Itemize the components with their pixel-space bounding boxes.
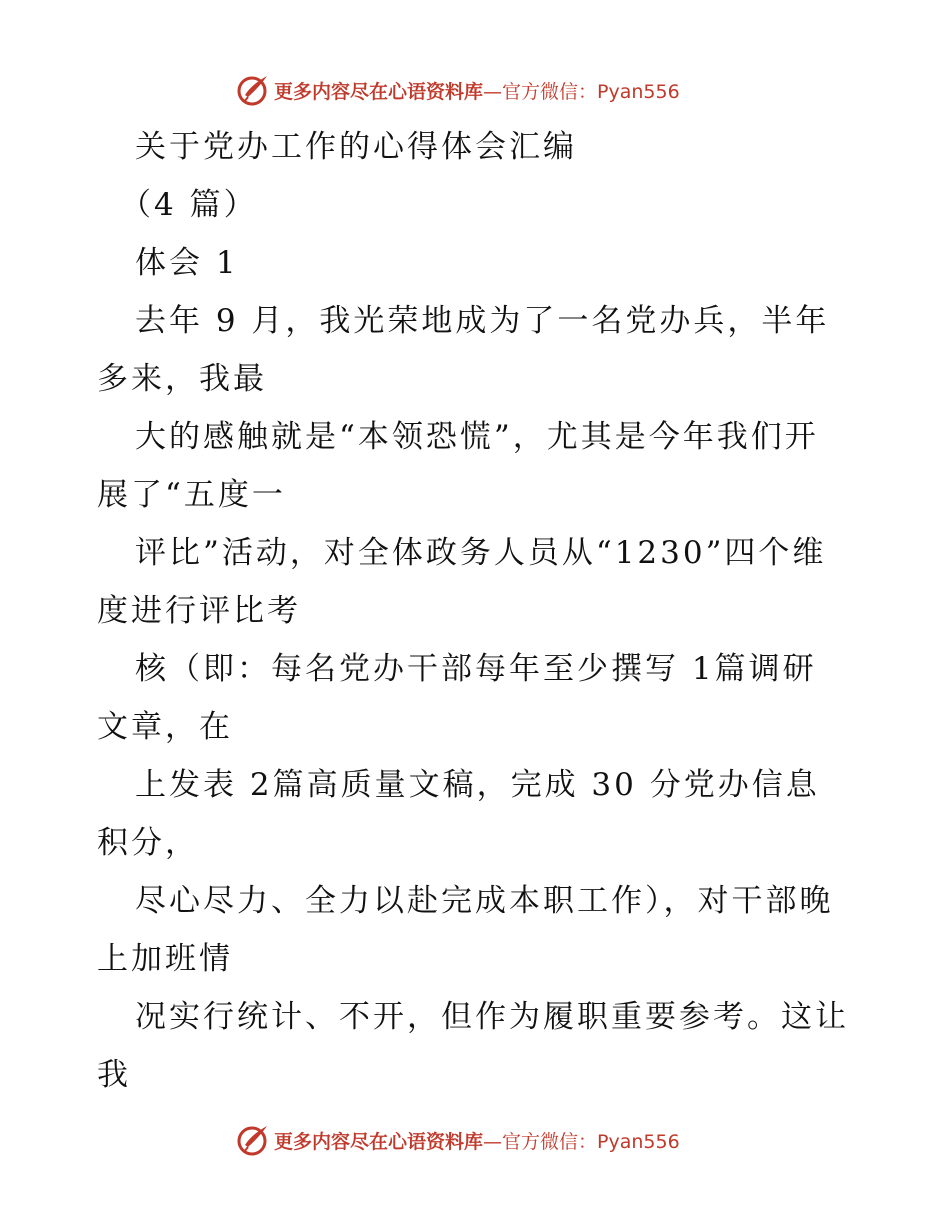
banner-wechat-label: 官方微信： (502, 80, 598, 103)
body-line: 积分， (97, 825, 199, 861)
header-banner (236, 70, 756, 110)
body-line: 尽心尽力、全力以赴完成本职工作），对干部晚 (135, 883, 834, 919)
document-title: 关于党办工作的心得体会汇编 (135, 129, 577, 165)
section-heading: 体会 1 (135, 245, 239, 281)
body-line: 上发表 2篇高质量文稿，完成 30 分党办信息 (135, 767, 820, 803)
banner-brand-text: 更多内容尽在心语资料库 (274, 1130, 484, 1153)
document-subtitle: （4 篇） (120, 187, 258, 223)
banner-wechat-id: Pyan556 (597, 1130, 680, 1153)
banner-wechat-id: Pyan556 (597, 80, 680, 103)
quill-logo-icon (236, 1123, 270, 1157)
banner-text (274, 1127, 680, 1154)
body-line: 核（即：每名党办干部每年至少撰写 1篇调研 (135, 651, 817, 687)
quill-logo-icon (236, 73, 270, 107)
body-line: 大的感触就是“本领恐慌”，尤其是今年我们开 (135, 419, 819, 455)
body-line: 况实行统计、不开，但作为履职重要参考。这让 (135, 999, 849, 1035)
banner-wechat-label: 官方微信： (502, 1130, 598, 1153)
footer-banner (236, 1120, 756, 1160)
banner-separator: — (483, 80, 503, 103)
banner-separator: — (483, 1130, 503, 1153)
body-line: 上加班情 (97, 941, 233, 977)
banner-brand-text: 更多内容尽在心语资料库 (274, 80, 484, 103)
body-line: 度进行评比考 (97, 593, 301, 629)
body-line: 评比”活动，对全体政务人员从“1230”四个维 (135, 535, 827, 571)
body-line: 我 (97, 1057, 131, 1093)
body-line: 多来，我最 (97, 361, 267, 397)
body-line: 展了“五度一 (97, 477, 286, 513)
body-line: 文章，在 (97, 709, 233, 745)
banner-text (274, 77, 680, 104)
body-line: 去年 9 月，我光荣地成为了一名党办兵，半年 (135, 303, 830, 339)
